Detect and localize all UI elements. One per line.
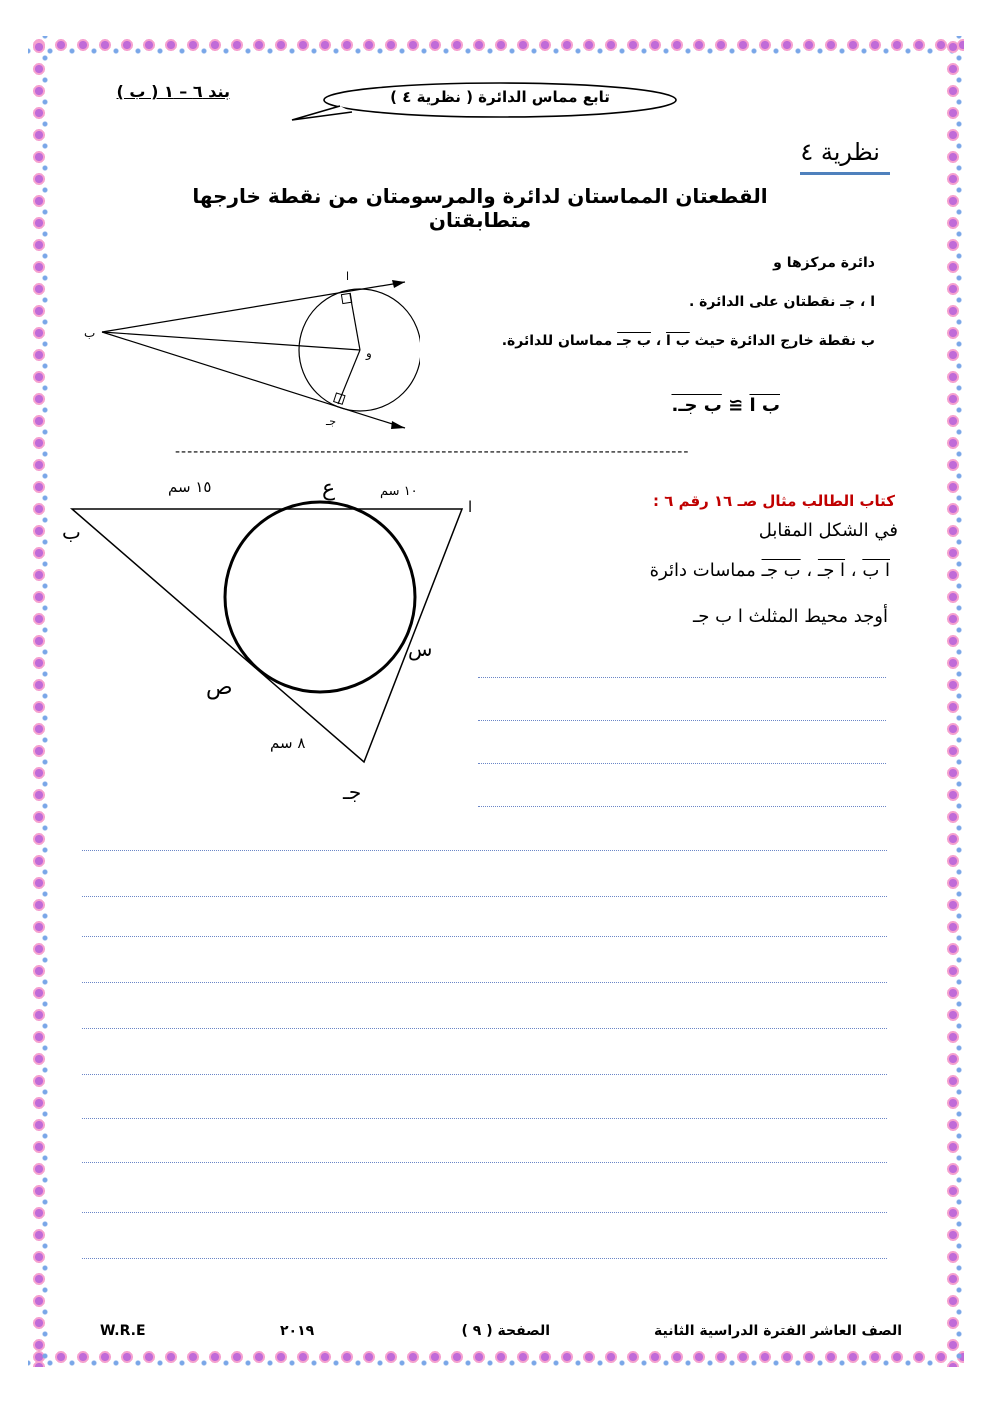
page-border-top xyxy=(28,34,964,56)
answer-line[interactable] xyxy=(82,1212,887,1213)
segment-bj2: ب جـ xyxy=(761,560,801,581)
given-line-3-prefix: ب نقطة خارج الدائرة حيث xyxy=(694,333,875,349)
right-angle-j xyxy=(334,393,345,404)
length-8: ٨ سم xyxy=(270,734,306,752)
example-line-2 xyxy=(560,560,890,581)
fig2-label-ain: ع xyxy=(322,476,336,501)
page-border-right xyxy=(942,36,964,1367)
given-line-1: دائرة مركزها و xyxy=(773,255,875,271)
segment-bj: ب جـ. xyxy=(671,395,722,416)
fig2-label-b: ب xyxy=(62,520,81,544)
example-sep-2: ، xyxy=(806,560,813,581)
fig2-label-j: جـ xyxy=(343,780,362,804)
conclusion xyxy=(600,395,780,416)
footer-year: ٢٠١٩ xyxy=(280,1323,315,1339)
congruent-symbol: ≅ xyxy=(728,395,744,416)
answer-line[interactable] xyxy=(82,936,887,937)
answer-line[interactable] xyxy=(82,1074,887,1075)
figure-triangle xyxy=(60,500,480,770)
answer-line[interactable] xyxy=(82,1162,887,1163)
answer-line[interactable] xyxy=(82,982,887,983)
length-10: ١٠ سم xyxy=(380,484,418,499)
arrow-top xyxy=(392,280,405,288)
segment-ab: ا ب xyxy=(862,560,890,581)
given-line-3-sep: ، xyxy=(655,333,662,349)
radius-oj xyxy=(338,350,360,404)
page-border-bottom xyxy=(28,1346,964,1368)
footer-page: الصفحة ( ٩ ) xyxy=(461,1323,550,1339)
answer-line[interactable] xyxy=(478,806,886,807)
bubble-title: تابع مماس الدائرة ( نظرية ٤ ) xyxy=(390,88,610,106)
answer-line[interactable] xyxy=(82,896,887,897)
given-line-3-suffix: مماسان للدائرة. xyxy=(501,333,613,349)
theorem-statement: القطعتان المماستان لدائرة والمرسومتان من نقطة خارجها متطابقتان xyxy=(192,184,768,232)
fig1-label-a: ا xyxy=(346,270,350,283)
fig1-label-j: جـ xyxy=(326,415,337,428)
answer-line[interactable] xyxy=(478,763,886,764)
inscribed-circle xyxy=(225,502,415,692)
theorem-label: نظرية ٤ xyxy=(800,138,880,166)
footer-grade: الصف العاشر الفترة الدراسية الثانية xyxy=(654,1323,902,1339)
example-line-1: في الشكل المقابل xyxy=(758,520,898,541)
arrow-bottom xyxy=(391,421,405,429)
answer-line[interactable] xyxy=(82,1028,887,1029)
ray-bj: ب جـ xyxy=(617,333,651,349)
fig1-label-b: ب xyxy=(84,326,96,340)
line-bo xyxy=(102,332,360,350)
answer-line[interactable] xyxy=(478,677,886,678)
example-line-3: أوجد محيط المثلث ا ب جـ xyxy=(693,606,888,627)
page-border-left xyxy=(28,36,50,1367)
segment-ba: ب ا xyxy=(749,395,780,416)
answer-line[interactable] xyxy=(82,1118,887,1119)
answer-line[interactable] xyxy=(82,1258,887,1259)
section-separator: ------------------------------------------------------------------------------------- xyxy=(175,444,690,460)
triangle-abj xyxy=(72,509,462,762)
answer-line[interactable] xyxy=(478,720,886,721)
right-angle-a xyxy=(341,293,351,303)
given-line-3 xyxy=(420,333,875,349)
section-ref: بند ٦ – ١ ( ب ) xyxy=(116,82,230,101)
fig2-label-sin: س xyxy=(408,637,433,661)
answer-line[interactable] xyxy=(82,850,887,851)
given-line-2: ا ، جـ نقطتان على الدائرة . xyxy=(688,294,875,310)
fig2-label-a: ا xyxy=(468,498,473,516)
fig1-label-o: و xyxy=(366,346,372,360)
ray-ba: ب ا xyxy=(666,333,690,349)
segment-aj: ا جـ xyxy=(817,560,846,581)
example-line-2-suffix: مماسات دائرة xyxy=(649,560,756,581)
length-15: ١٥ سم xyxy=(168,478,212,496)
fig2-label-sad: ص xyxy=(206,675,233,700)
theorem-underline xyxy=(800,172,890,175)
title-bubble xyxy=(290,78,682,126)
example-sep-1: ، xyxy=(850,560,857,581)
example-heading: كتاب الطالب مثال صـ ١٦ رقم ٦ : xyxy=(652,492,895,510)
footer-author: W.R.E xyxy=(100,1323,146,1339)
